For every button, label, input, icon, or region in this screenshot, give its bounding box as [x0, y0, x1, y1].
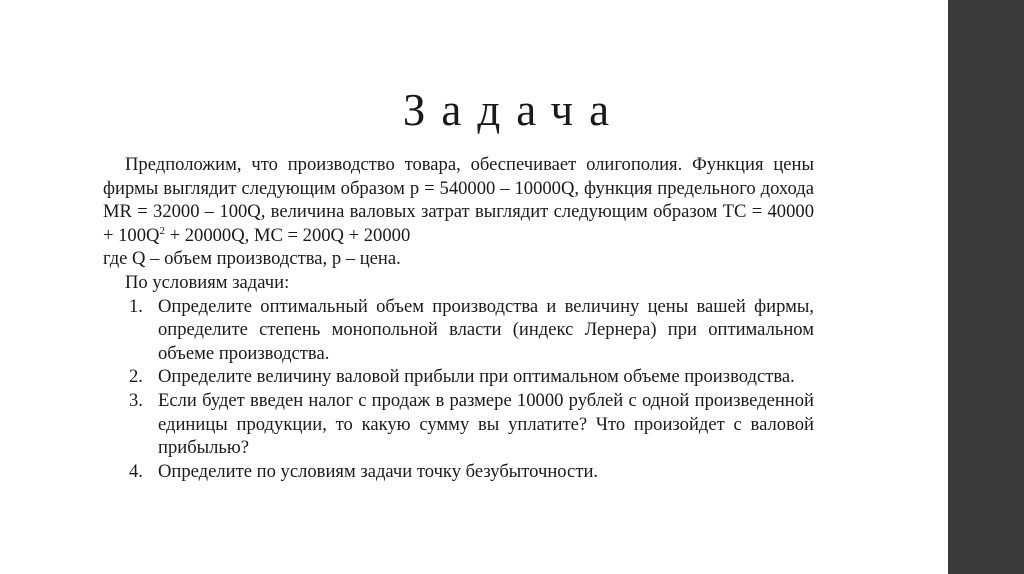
slide-title: Задача	[402, 85, 626, 135]
task-item	[103, 389, 814, 460]
task-number: 4.	[129, 460, 143, 482]
problem-text-end: + 20000Q, МС = 200Q + 20000	[164, 224, 411, 246]
problem-text: Предположим, что производство товара, обеспечивает олигополия. Функция цены фирмы выглядит следующим образом р = 540000 – 10000Q, функция предельного дохода MR = 32000 – 100Q, величина валовых затрат выглядит следующим образом ТС = 40000 + 100Q	[103, 154, 814, 246]
variables-definition: где Q – объем производства, р – цена.	[103, 248, 401, 270]
task-item	[103, 460, 814, 484]
task-item	[103, 295, 814, 366]
conditions-label: По условиям задачи:	[125, 271, 290, 293]
task-number: 1.	[129, 295, 143, 317]
task-text: Если будет введен налог с продаж в размере 10000 рублей с одной произведенной единицы продукции, то какую сумму вы уплатите? Что произойдет с валовой прибылью?	[158, 389, 814, 459]
task-list	[103, 295, 814, 484]
problem-statement	[103, 153, 814, 247]
slide-body	[103, 153, 814, 483]
task-number: 2.	[129, 366, 143, 388]
superscript: 2	[159, 224, 165, 237]
task-item	[103, 365, 814, 389]
task-text: Определите величину валовой прибыли при оптимальном объеме производства.	[158, 366, 795, 388]
task-number: 3.	[129, 389, 143, 411]
task-text: Определите оптимальный объем производства и величину цены вашей фирмы, определите степень монопольной власти (индекс Лернера) при оптимальном объеме производства.	[158, 295, 814, 364]
task-text: Определите по условиям задачи точку безубыточности.	[158, 460, 599, 482]
